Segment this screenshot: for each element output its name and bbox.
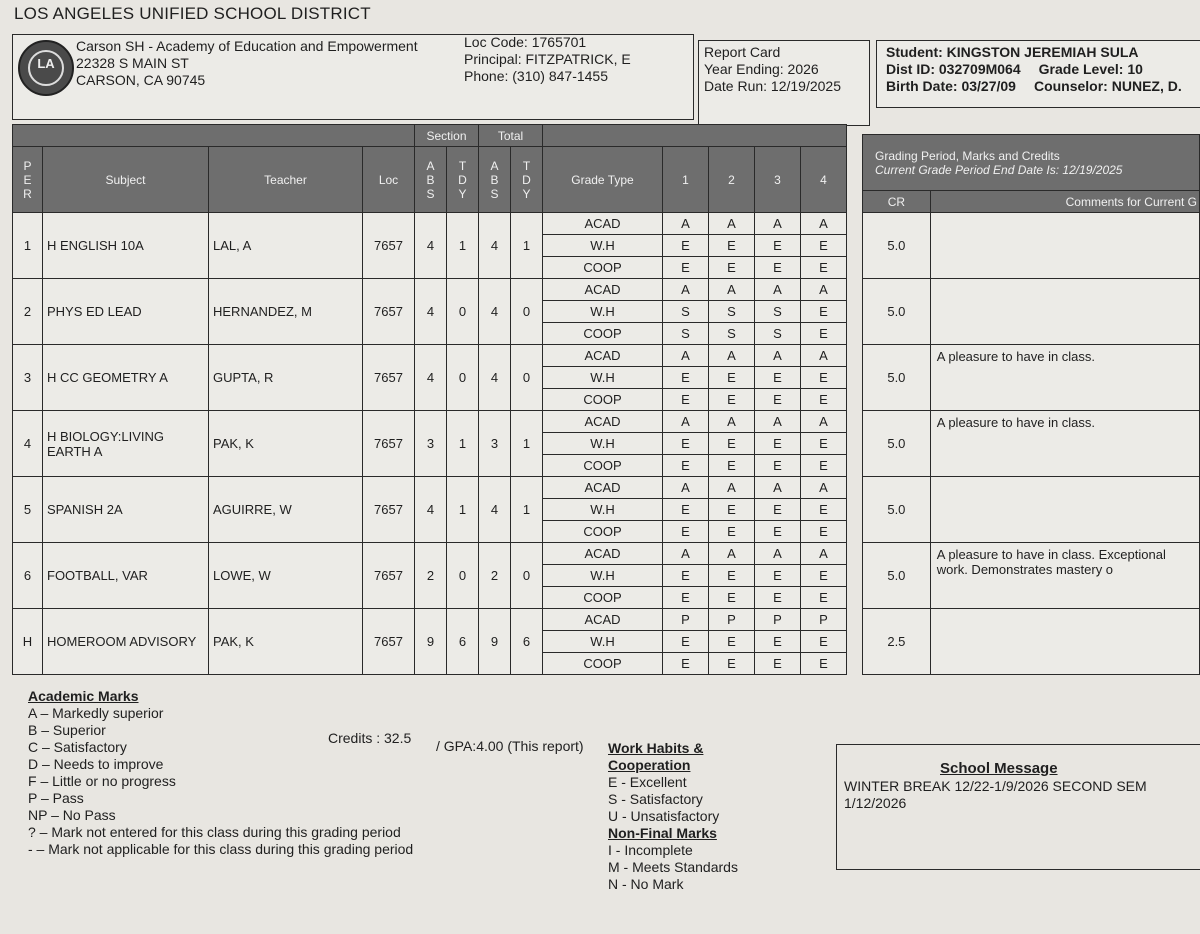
- academic-marks-title: Academic Marks: [28, 688, 139, 704]
- mark-period-4: A: [801, 411, 847, 433]
- academic-mark-item: NP – No Pass: [28, 807, 116, 823]
- subject-name: H CC GEOMETRY A: [43, 345, 209, 411]
- mark-period-1: E: [663, 499, 709, 521]
- section-abs-value: 9: [415, 609, 447, 675]
- subject-name: FOOTBALL, VAR: [43, 543, 209, 609]
- section-abs-value: 4: [415, 279, 447, 345]
- credit-value: 5.0: [863, 411, 931, 477]
- mark-period-4: A: [801, 543, 847, 565]
- mark-period-4: A: [801, 345, 847, 367]
- grade-type: W.H: [543, 301, 663, 323]
- grid-header-row-2: [13, 147, 847, 213]
- total-header: Total: [479, 125, 543, 147]
- table-row: [13, 345, 847, 367]
- per-header: P E R: [13, 147, 43, 213]
- school-address: [76, 38, 418, 89]
- school-contact: [464, 34, 631, 85]
- grade-type: ACAD: [543, 411, 663, 433]
- mark-period-4: E: [801, 235, 847, 257]
- period-number: H: [13, 609, 43, 675]
- mark-period-2: A: [709, 279, 755, 301]
- comments-row: [863, 213, 1200, 279]
- grid-header-blank-2: [543, 125, 847, 147]
- credit-value: 5.0: [863, 279, 931, 345]
- loc-header: Loc: [363, 147, 415, 213]
- mark-period-2: S: [709, 323, 755, 345]
- grid-header-blank: [13, 125, 415, 147]
- mark-period-4: E: [801, 521, 847, 543]
- table-row: [13, 213, 847, 235]
- mark-period-3: A: [755, 411, 801, 433]
- teacher-name: AGUIRRE, W: [209, 477, 363, 543]
- credit-value: 5.0: [863, 543, 931, 609]
- comments-row: [863, 477, 1200, 543]
- mark-period-3: E: [755, 367, 801, 389]
- period-header-4: 4: [801, 147, 847, 213]
- mark-period-3: E: [755, 235, 801, 257]
- mark-period-1: E: [663, 653, 709, 675]
- total-abs-value: 2: [479, 543, 511, 609]
- school-message-line1: WINTER BREAK 12/22-1/9/2026 SECOND SEM: [844, 778, 1147, 794]
- grading-period-title: Grading Period, Marks and Credits: [875, 148, 1060, 163]
- grade-type: ACAD: [543, 213, 663, 235]
- mark-period-3: E: [755, 565, 801, 587]
- grade-type: COOP: [543, 587, 663, 609]
- grade-type: W.H: [543, 235, 663, 257]
- total-tdy-value: 0: [511, 279, 543, 345]
- total-abs-value: 4: [479, 477, 511, 543]
- section-abs-value: 4: [415, 345, 447, 411]
- mark-period-3: P: [755, 609, 801, 631]
- mark-period-1: E: [663, 433, 709, 455]
- mark-period-2: A: [709, 411, 755, 433]
- academic-mark-item: - – Mark not applicable for this class during this grading period: [28, 841, 414, 857]
- mark-period-2: E: [709, 565, 755, 587]
- mark-period-4: P: [801, 609, 847, 631]
- mark-period-2: P: [709, 609, 755, 631]
- teacher-name: GUPTA, R: [209, 345, 363, 411]
- total-abs-value: 4: [479, 279, 511, 345]
- comments-row: [863, 279, 1200, 345]
- mark-period-2: A: [709, 543, 755, 565]
- year-ending: Year Ending: 2026: [704, 61, 819, 77]
- section-header: Section: [415, 125, 479, 147]
- mark-period-1: S: [663, 301, 709, 323]
- birth-date: Birth Date: 03/27/09: [886, 78, 1016, 94]
- total-tdy-value: 6: [511, 609, 543, 675]
- comments-row: [863, 543, 1200, 609]
- mark-period-1: E: [663, 631, 709, 653]
- mark-period-1: S: [663, 323, 709, 345]
- credit-value: 5.0: [863, 213, 931, 279]
- mark-period-4: A: [801, 279, 847, 301]
- grade-type: COOP: [543, 521, 663, 543]
- section-abs-value: 3: [415, 411, 447, 477]
- work-habits-legend: [608, 740, 738, 893]
- total-tdy-value: 1: [511, 411, 543, 477]
- grading-period-end-date: Current Grade Period End Date Is: 12/19/2025: [875, 162, 1123, 177]
- mark-period-3: A: [755, 279, 801, 301]
- period-number: 4: [13, 411, 43, 477]
- academic-mark-item: D – Needs to improve: [28, 756, 164, 772]
- mark-period-2: E: [709, 521, 755, 543]
- section-tdy-value: 0: [447, 543, 479, 609]
- mark-period-1: E: [663, 257, 709, 279]
- mark-period-4: E: [801, 257, 847, 279]
- grade-type: ACAD: [543, 609, 663, 631]
- total-tdy-value: 0: [511, 345, 543, 411]
- mark-period-3: S: [755, 301, 801, 323]
- loc-value: 7657: [363, 609, 415, 675]
- mark-period-2: E: [709, 235, 755, 257]
- loc-value: 7657: [363, 213, 415, 279]
- mark-period-4: E: [801, 323, 847, 345]
- counselor: Counselor: NUNEZ, D.: [1033, 78, 1182, 94]
- work-habit-item: S - Satisfactory: [608, 791, 703, 807]
- mark-period-3: E: [755, 389, 801, 411]
- loc-value: 7657: [363, 477, 415, 543]
- gpa: / GPA:4.00 (This report): [436, 738, 584, 754]
- mark-period-2: E: [709, 631, 755, 653]
- mark-period-3: A: [755, 213, 801, 235]
- grade-type: W.H: [543, 433, 663, 455]
- academic-mark-item: F – Little or no progress: [28, 773, 176, 789]
- section-tdy-value: 1: [447, 213, 479, 279]
- grade-type: W.H: [543, 367, 663, 389]
- teacher-header: Teacher: [209, 147, 363, 213]
- credits-total: Credits : 32.5: [328, 730, 412, 746]
- mark-period-1: E: [663, 521, 709, 543]
- total-tdy-header: T D Y: [511, 147, 543, 213]
- report-info: [704, 44, 841, 95]
- mark-period-2: S: [709, 301, 755, 323]
- mark-period-2: E: [709, 455, 755, 477]
- mark-period-2: A: [709, 213, 755, 235]
- subject-name: H ENGLISH 10A: [43, 213, 209, 279]
- loc-value: 7657: [363, 345, 415, 411]
- mark-period-3: E: [755, 631, 801, 653]
- school-name: Carson SH - Academy of Education and Empowerment: [76, 38, 418, 54]
- comments-row: [863, 609, 1200, 675]
- table-row: [13, 477, 847, 499]
- academic-marks-legend: [28, 688, 413, 858]
- mark-period-3: A: [755, 345, 801, 367]
- grade-type: W.H: [543, 499, 663, 521]
- loc-value: 7657: [363, 411, 415, 477]
- total-tdy-value: 1: [511, 477, 543, 543]
- mark-period-3: E: [755, 521, 801, 543]
- table-row: [13, 543, 847, 565]
- loc-value: 7657: [363, 543, 415, 609]
- mark-period-2: E: [709, 257, 755, 279]
- academic-mark-item: P – Pass: [28, 790, 84, 806]
- loc-value: 7657: [363, 279, 415, 345]
- mark-period-4: E: [801, 301, 847, 323]
- academic-mark-item: ? – Mark not entered for this class during this grading period: [28, 824, 401, 840]
- subject-name: HOMEROOM ADVISORY: [43, 609, 209, 675]
- section-tdy-value: 1: [447, 477, 479, 543]
- mark-period-4: E: [801, 433, 847, 455]
- mark-period-2: E: [709, 587, 755, 609]
- mark-period-1: E: [663, 587, 709, 609]
- mark-period-4: A: [801, 477, 847, 499]
- mark-period-4: E: [801, 653, 847, 675]
- mark-period-1: A: [663, 411, 709, 433]
- teacher-name: PAK, K: [209, 609, 363, 675]
- grade-type: ACAD: [543, 477, 663, 499]
- school-message-body: [844, 778, 1200, 812]
- mark-period-1: E: [663, 565, 709, 587]
- credit-value: 5.0: [863, 477, 931, 543]
- grade-type: ACAD: [543, 345, 663, 367]
- mark-period-3: E: [755, 653, 801, 675]
- academic-mark-item: A – Markedly superior: [28, 705, 164, 721]
- mark-period-3: E: [755, 499, 801, 521]
- grid-header-row-1: [13, 125, 847, 147]
- teacher-comment: A pleasure to have in class.: [930, 345, 1199, 411]
- cooperation-title: Cooperation: [608, 757, 691, 773]
- period-number: 3: [13, 345, 43, 411]
- period-header-2: 2: [709, 147, 755, 213]
- mark-period-2: E: [709, 389, 755, 411]
- mark-period-1: A: [663, 543, 709, 565]
- nonfinal-mark-item: I - Incomplete: [608, 842, 693, 858]
- mark-period-1: A: [663, 279, 709, 301]
- total-tdy-value: 1: [511, 213, 543, 279]
- mark-period-2: E: [709, 653, 755, 675]
- section-tdy-value: 0: [447, 345, 479, 411]
- comments-header: Comments for Current G: [930, 191, 1199, 213]
- mark-period-4: E: [801, 587, 847, 609]
- period-number: 6: [13, 543, 43, 609]
- section-abs-value: 4: [415, 477, 447, 543]
- grade-type-header: Grade Type: [543, 147, 663, 213]
- comments-row: [863, 345, 1200, 411]
- total-abs-value: 4: [479, 213, 511, 279]
- grades-table: [12, 124, 847, 675]
- mark-period-3: S: [755, 323, 801, 345]
- teacher-comment: [930, 213, 1199, 279]
- school-address-line1: 22328 S MAIN ST: [76, 55, 189, 71]
- table-row: [13, 411, 847, 433]
- mark-period-2: E: [709, 499, 755, 521]
- mark-period-2: E: [709, 367, 755, 389]
- grade-type: COOP: [543, 653, 663, 675]
- total-abs-value: 9: [479, 609, 511, 675]
- section-tdy-value: 6: [447, 609, 479, 675]
- total-tdy-value: 0: [511, 543, 543, 609]
- mark-period-3: E: [755, 455, 801, 477]
- comments-header-row-1: [863, 135, 1200, 191]
- work-habit-item: U - Unsatisfactory: [608, 808, 720, 824]
- district-seal-icon: LA: [18, 40, 74, 96]
- subject-name: SPANISH 2A: [43, 477, 209, 543]
- teacher-name: LAL, A: [209, 213, 363, 279]
- cr-header: CR: [863, 191, 931, 213]
- teacher-comment: [930, 609, 1199, 675]
- section-tdy-header: T D Y: [447, 147, 479, 213]
- mark-period-1: A: [663, 477, 709, 499]
- mark-period-2: A: [709, 345, 755, 367]
- mark-period-4: A: [801, 213, 847, 235]
- mark-period-4: E: [801, 389, 847, 411]
- period-header-1: 1: [663, 147, 709, 213]
- mark-period-1: E: [663, 455, 709, 477]
- nonfinal-marks-title: Non-Final Marks: [608, 825, 717, 841]
- mark-period-4: E: [801, 455, 847, 477]
- student-name: Student: KINGSTON JEREMIAH SULA: [886, 44, 1139, 60]
- grade-type: W.H: [543, 565, 663, 587]
- mark-period-4: E: [801, 631, 847, 653]
- period-header-3: 3: [755, 147, 801, 213]
- teacher-name: PAK, K: [209, 411, 363, 477]
- loc-code: Loc Code: 1765701: [464, 34, 587, 50]
- mark-period-4: E: [801, 499, 847, 521]
- subject-header: Subject: [43, 147, 209, 213]
- principal: Principal: FITZPATRICK, E: [464, 51, 631, 67]
- comments-header-row-2: [863, 191, 1200, 213]
- comments-row: [863, 411, 1200, 477]
- teacher-comment: A pleasure to have in class. Exceptional work. Demonstrates mastery o: [930, 543, 1199, 609]
- period-number: 5: [13, 477, 43, 543]
- school-address-line2: CARSON, CA 90745: [76, 72, 206, 88]
- total-abs-value: 3: [479, 411, 511, 477]
- section-tdy-value: 0: [447, 279, 479, 345]
- teacher-comment: [930, 477, 1199, 543]
- work-habit-item: E - Excellent: [608, 774, 687, 790]
- grade-type: W.H: [543, 631, 663, 653]
- school-message-line2: 1/12/2026: [844, 795, 907, 811]
- date-run: Date Run: 12/19/2025: [704, 78, 841, 94]
- teacher-comment: [930, 279, 1199, 345]
- grade-type: ACAD: [543, 543, 663, 565]
- mark-period-3: E: [755, 587, 801, 609]
- mark-period-3: A: [755, 543, 801, 565]
- academic-mark-item: B – Superior: [28, 722, 106, 738]
- teacher-name: LOWE, W: [209, 543, 363, 609]
- credit-value: 2.5: [863, 609, 931, 675]
- mark-period-2: A: [709, 477, 755, 499]
- mark-period-1: E: [663, 235, 709, 257]
- period-number: 2: [13, 279, 43, 345]
- district-name: LOS ANGELES UNIFIED SCHOOL DISTRICT: [14, 4, 371, 23]
- total-abs-header: A B S: [479, 147, 511, 213]
- total-abs-value: 4: [479, 345, 511, 411]
- grade-type: COOP: [543, 323, 663, 345]
- school-message-title: School Message: [940, 760, 1058, 777]
- period-number: 1: [13, 213, 43, 279]
- mark-period-3: E: [755, 257, 801, 279]
- work-habits-title: Work Habits &: [608, 740, 704, 756]
- nonfinal-mark-item: N - No Mark: [608, 876, 684, 892]
- teacher-comment: A pleasure to have in class.: [930, 411, 1199, 477]
- report-title: Report Card: [704, 44, 781, 60]
- mark-period-4: E: [801, 367, 847, 389]
- nonfinal-mark-item: M - Meets Standards: [608, 859, 738, 875]
- mark-period-2: E: [709, 433, 755, 455]
- academic-mark-item: C – Satisfactory: [28, 739, 127, 755]
- grade-type: COOP: [543, 257, 663, 279]
- subject-name: PHYS ED LEAD: [43, 279, 209, 345]
- table-row: [13, 279, 847, 301]
- comments-table: [862, 134, 1200, 675]
- mark-period-1: A: [663, 345, 709, 367]
- mark-period-1: P: [663, 609, 709, 631]
- section-abs-value: 4: [415, 213, 447, 279]
- grade-type: COOP: [543, 455, 663, 477]
- dist-id: Dist ID: 032709M064: [886, 61, 1021, 77]
- grade-level: Grade Level: 10: [1038, 61, 1143, 77]
- grade-type: COOP: [543, 389, 663, 411]
- mark-period-1: E: [663, 389, 709, 411]
- table-row: [13, 609, 847, 631]
- section-tdy-value: 1: [447, 411, 479, 477]
- section-abs-value: 2: [415, 543, 447, 609]
- teacher-name: HERNANDEZ, M: [209, 279, 363, 345]
- mark-period-1: E: [663, 367, 709, 389]
- credit-value: 5.0: [863, 345, 931, 411]
- grade-type: ACAD: [543, 279, 663, 301]
- section-abs-header: A B S: [415, 147, 447, 213]
- phone: Phone: (310) 847-1455: [464, 68, 608, 84]
- mark-period-3: A: [755, 477, 801, 499]
- mark-period-3: E: [755, 433, 801, 455]
- grading-period-header: [863, 135, 1200, 191]
- mark-period-1: A: [663, 213, 709, 235]
- mark-period-4: E: [801, 565, 847, 587]
- subject-name: H BIOLOGY:LIVING EARTH A: [43, 411, 209, 477]
- student-info: [886, 44, 1182, 95]
